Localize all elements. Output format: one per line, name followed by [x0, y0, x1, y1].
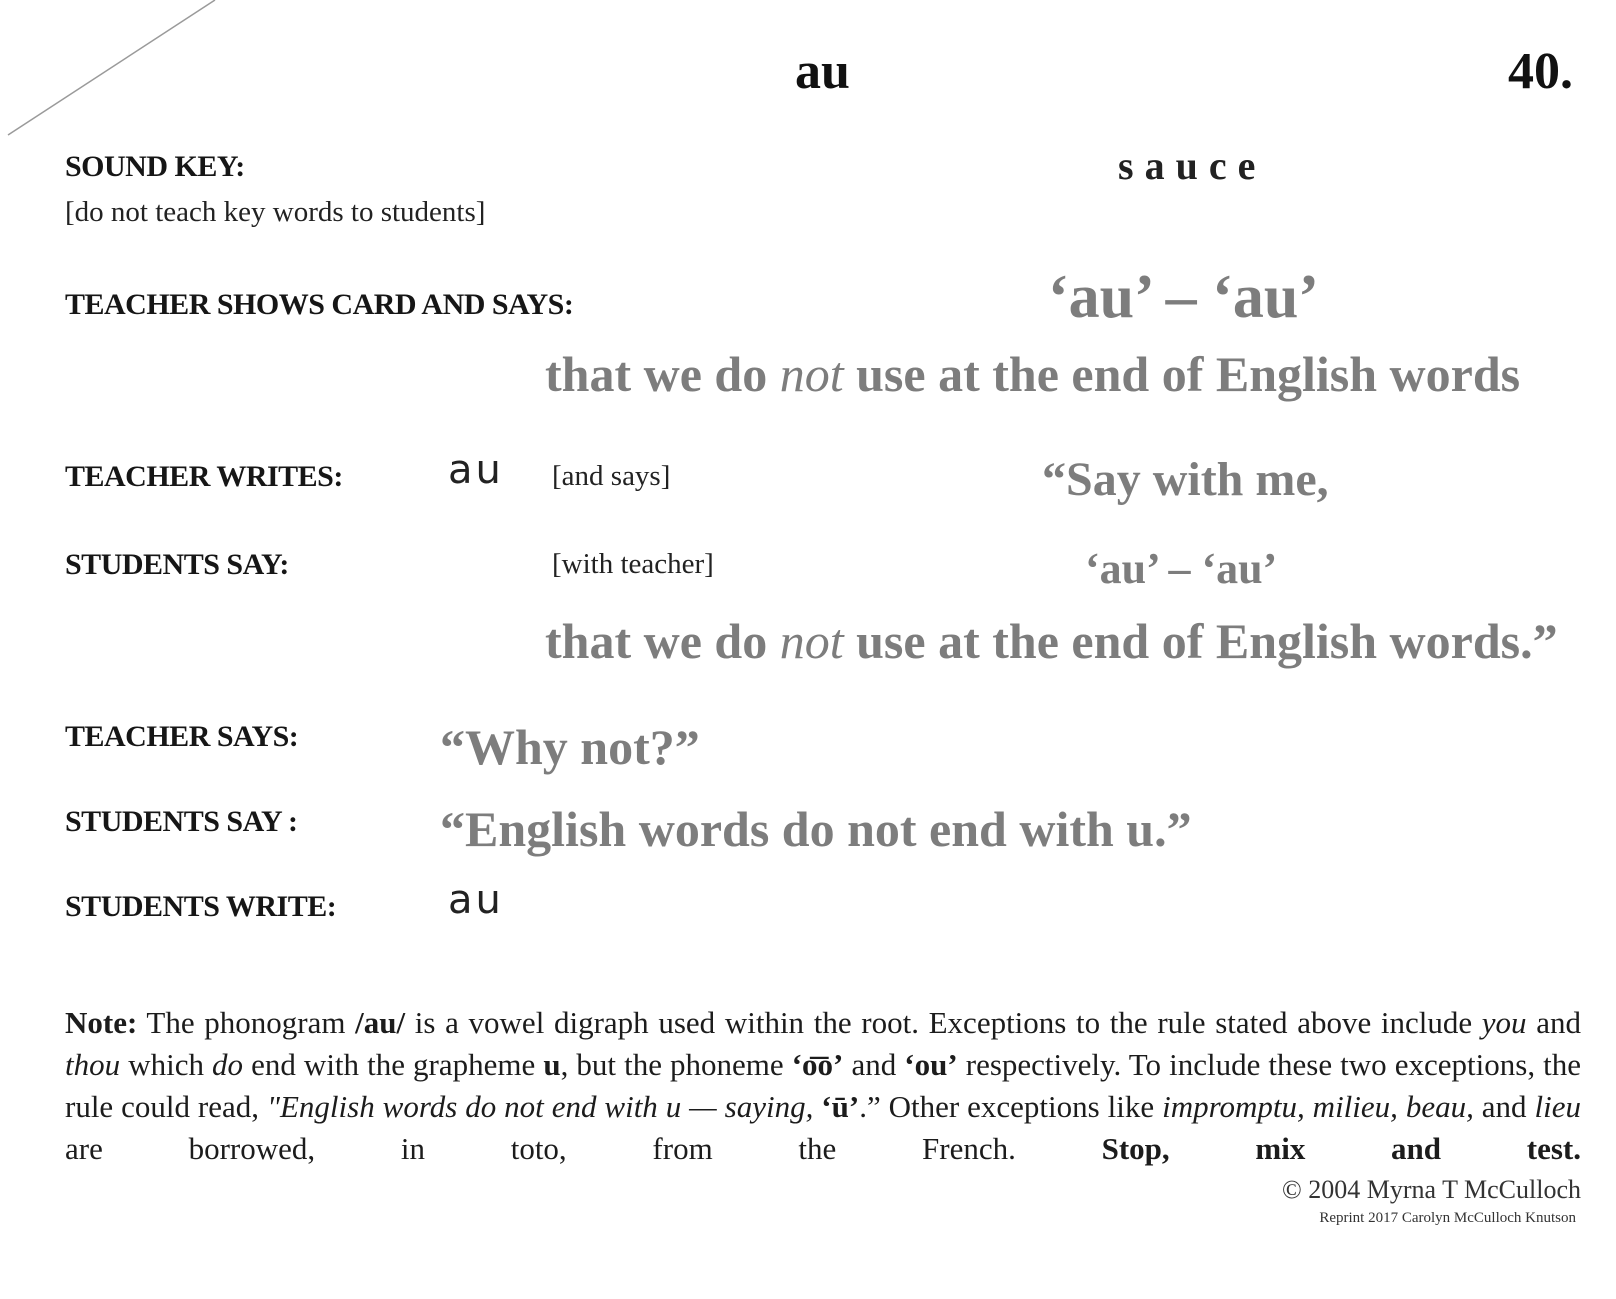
students-say-aside: [with teacher]	[552, 548, 714, 580]
students-say-label: STUDENTS SAY:	[65, 548, 289, 581]
students-answer: “English words do not end with u.”	[440, 801, 1192, 857]
note-italic: do	[212, 1047, 244, 1082]
students-answer-label: STUDENTS SAY :	[65, 805, 298, 838]
students-rule-line	[545, 612, 1558, 670]
note-text: and	[1526, 1005, 1581, 1040]
note-paragraph	[65, 1002, 1581, 1170]
teacher-rule-line	[545, 345, 1520, 403]
sound-key-label: SOUND KEY:	[65, 150, 245, 183]
rule-text-start: that we do	[545, 613, 780, 669]
copyright: © 2004 Myrna T McCulloch	[1282, 1175, 1581, 1204]
rule-emphasis: not	[779, 613, 844, 669]
students-sounds: ‘au’ – ‘au’	[1085, 544, 1278, 593]
say-with-me: “Say with me,	[1042, 453, 1329, 506]
note-text: are borrowed, in toto, from the French.	[65, 1131, 1102, 1166]
students-write-label: STUDENTS WRITE:	[65, 890, 337, 923]
reprint-notice: Reprint 2017 Carolyn McCulloch Knutson	[1319, 1210, 1576, 1226]
note-text: and	[1473, 1089, 1535, 1124]
note-text: end with the grapheme	[243, 1047, 544, 1082]
note-bold: u	[543, 1047, 561, 1082]
note-text: The phonogram	[137, 1005, 356, 1040]
note-italic: "English words do not end with u — saying,	[266, 1089, 822, 1124]
note-bold: ‘o͞o’	[791, 1047, 844, 1082]
rule-text-end: use at the end of English words	[843, 346, 1521, 402]
note-text: .” Other exceptions like	[859, 1089, 1163, 1124]
teacher-writes-label: TEACHER WRITES:	[65, 460, 343, 493]
note-bold: Stop, mix and test.	[1101, 1131, 1581, 1166]
rule-text-start: that we do	[545, 346, 780, 402]
note-italic: lieu	[1534, 1089, 1581, 1124]
note-italic: impromptu, milieu, beau,	[1162, 1089, 1474, 1124]
note-text: is a vowel digraph used within the root. Exceptions to the rule stated above include	[405, 1005, 1482, 1040]
teacher-question: “Why not?”	[440, 719, 700, 775]
card-number: 40.	[1508, 43, 1573, 100]
note-bold: ‘ū’	[821, 1089, 860, 1124]
teacher-writes-aside: [and says]	[552, 460, 671, 492]
note-bold: /au/	[355, 1005, 406, 1040]
note-text: and	[843, 1047, 905, 1082]
students-written-letters: au	[448, 877, 504, 923]
teacher-shows-label: TEACHER SHOWS CARD AND SAYS:	[65, 288, 574, 321]
note-text: respectively. To include these two exceptions, the rule could read,	[65, 1047, 1582, 1124]
sound-key-note: [do not teach key words to students]	[65, 196, 486, 228]
note-text: which	[120, 1047, 213, 1082]
key-word: sauce	[1118, 143, 1267, 188]
teacher-sounds: ‘au’ – ‘au’	[1048, 263, 1319, 331]
note-lead: Note:	[65, 1005, 138, 1040]
phonogram-title: au	[795, 43, 850, 100]
teacher-says-label: TEACHER SAYS:	[65, 720, 299, 753]
note-bold: ‘ou’	[904, 1047, 958, 1082]
note-text: , but the phoneme	[560, 1047, 792, 1082]
teacher-written-letters: au	[448, 447, 504, 493]
note-italic: thou	[65, 1047, 121, 1082]
note-italic: you	[1481, 1005, 1527, 1040]
rule-text-end: use at the end of English words.”	[843, 613, 1558, 669]
rule-emphasis: not	[779, 346, 844, 402]
fold-line	[0, 0, 260, 160]
